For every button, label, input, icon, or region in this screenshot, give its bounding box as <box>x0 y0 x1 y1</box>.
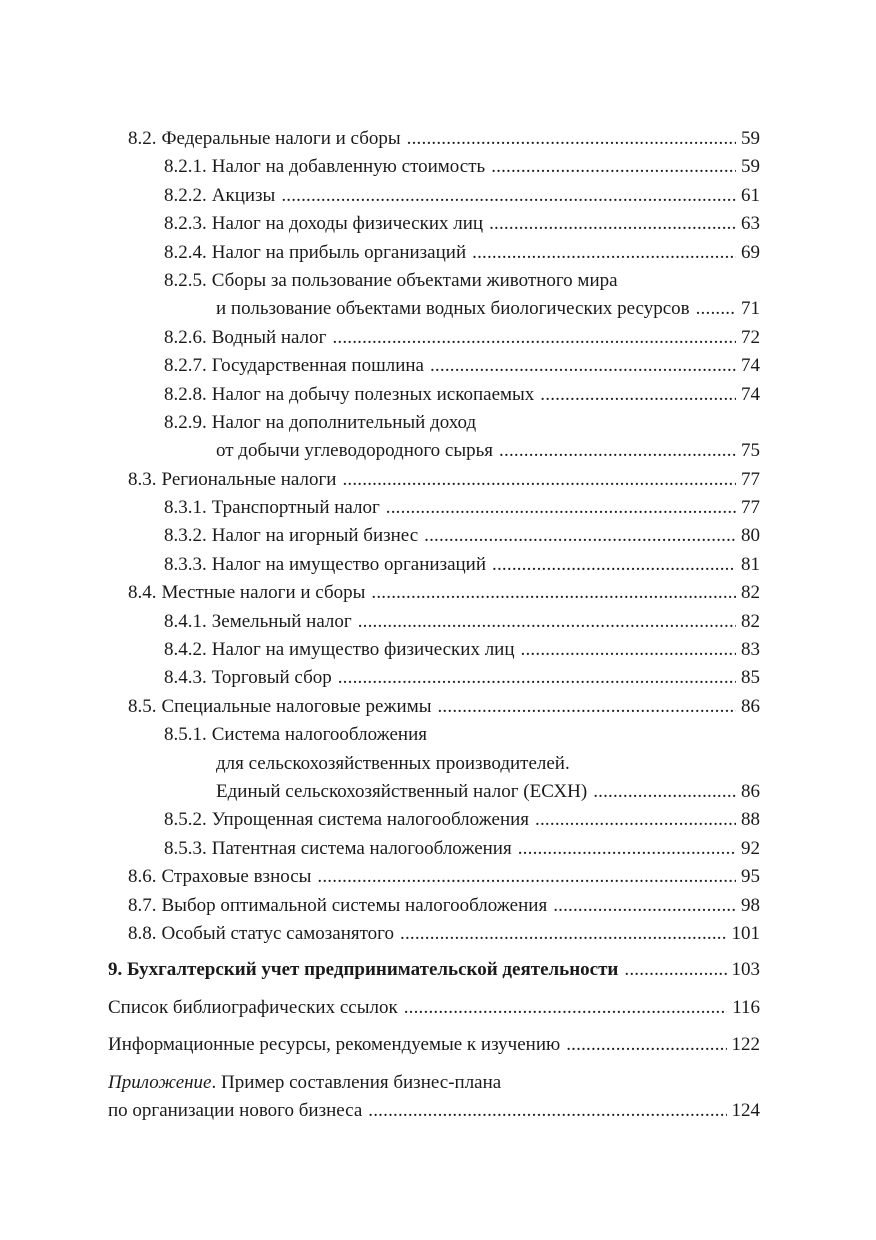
dot-leader <box>535 806 736 834</box>
section-title: Налог на игорный бизнес <box>211 525 419 547</box>
section-number: 8.2.6. <box>164 326 207 348</box>
dot-leader <box>407 125 736 153</box>
section-number: 8.4.1. <box>164 610 207 632</box>
dot-leader <box>472 239 736 267</box>
toc-entry-resources[interactable] <box>108 1031 760 1059</box>
dot-leader <box>371 579 736 607</box>
appendix-title-line-2: по организации нового бизнеса <box>108 1099 363 1121</box>
section-title: Транспортный налог <box>211 497 380 519</box>
toc-entry-8-2[interactable] <box>108 125 760 153</box>
toc-entry-8-4[interactable] <box>108 579 760 607</box>
dot-leader <box>400 920 727 948</box>
toc-entry-8-4-2[interactable] <box>108 636 760 664</box>
dot-leader <box>404 994 728 1022</box>
chapter-title: 9. Бухгалтерский учет предпринимательской деятельности <box>108 959 619 981</box>
toc-entry-8-2-3[interactable] <box>108 210 760 238</box>
page-number: 83 <box>741 639 760 661</box>
section-number: 8.5.2. <box>164 809 207 831</box>
section-number: 8.4. <box>128 582 157 604</box>
toc-entry-8-4-3[interactable] <box>108 664 760 692</box>
section-title: Региональные налоги <box>161 468 337 490</box>
page-number: 61 <box>741 184 760 206</box>
page-number: 59 <box>741 156 760 178</box>
toc-entry-appendix[interactable] <box>108 1069 760 1126</box>
page-number: 86 <box>741 780 760 802</box>
dot-leader <box>430 352 736 380</box>
page-number: 101 <box>731 922 760 944</box>
dot-leader <box>566 1031 726 1059</box>
dot-leader <box>358 608 736 636</box>
dot-leader <box>593 778 736 806</box>
toc-entry-8-6[interactable] <box>108 863 760 891</box>
page-number: 81 <box>741 553 760 575</box>
page-number: 95 <box>741 866 760 888</box>
section-number: 8.2. <box>128 128 157 149</box>
section-title: Налог на доходы физических лиц <box>211 213 484 235</box>
section-title: Информационные ресурсы, рекомендуемые к изучению <box>108 1034 561 1056</box>
section-title: Государственная пошлина <box>211 355 424 377</box>
section-title: Федеральные налоги и сборы <box>161 128 401 149</box>
page-number: 71 <box>741 298 760 320</box>
toc-entry-8-2-5[interactable] <box>108 267 760 324</box>
section-number: 8.3. <box>128 468 157 490</box>
section-title-line-3: Единый сельскохозяйственный налог (ЕСХН) <box>216 780 588 802</box>
toc-entry-8-4-1[interactable] <box>108 608 760 636</box>
appendix-title-line-1: . Пример составления бизнес-плана <box>211 1071 502 1093</box>
section-number: 8.4.2. <box>164 639 207 661</box>
dot-leader <box>624 956 726 984</box>
section-number: 8.2.7. <box>164 355 207 377</box>
toc-entry-8-5-3[interactable] <box>108 835 760 863</box>
page-number: 75 <box>741 440 760 462</box>
toc-entry-8-7[interactable] <box>108 892 760 920</box>
dot-leader <box>437 693 736 721</box>
toc-entry-8-2-7[interactable] <box>108 352 760 380</box>
section-title-line-2: от добычи углеводородного сырья <box>216 440 494 462</box>
section-number: 8.2.5. <box>164 269 207 291</box>
section-title: Патентная система налогообложения <box>211 837 512 859</box>
section-title: Земельный налог <box>211 610 352 632</box>
section-number: 8.3.1. <box>164 497 207 519</box>
page-number: 88 <box>741 809 760 831</box>
section-number: 8.5.3. <box>164 837 207 859</box>
section-title: Налог на добычу полезных ископаемых <box>211 383 535 405</box>
dot-leader <box>281 182 736 210</box>
page-number: 82 <box>741 610 760 632</box>
dot-leader <box>317 863 736 891</box>
section-title: Выбор оптимальной системы налогообложения <box>161 894 548 916</box>
toc-entry-8-2-9[interactable] <box>108 409 760 466</box>
section-title-line-1: Система налогообложения <box>211 724 427 746</box>
page-number: 74 <box>741 355 760 377</box>
page-number: 124 <box>731 1099 760 1121</box>
dot-leader <box>518 835 736 863</box>
toc-entry-8-2-2[interactable] <box>108 182 760 210</box>
section-title: Налог на добавленную стоимость <box>211 156 486 178</box>
page-number: 122 <box>731 1034 760 1056</box>
section-number: 8.7. <box>128 894 157 916</box>
section-number: 8.2.9. <box>164 411 207 433</box>
dot-leader <box>386 494 736 522</box>
toc-entry-8-3-1[interactable] <box>108 494 760 522</box>
section-title: Упрощенная система налогообложения <box>211 809 530 831</box>
page-number: 98 <box>741 894 760 916</box>
section-title: Налог на имущество физических лиц <box>211 639 515 661</box>
page-number: 77 <box>741 497 760 519</box>
page-number: 74 <box>741 383 760 405</box>
dot-leader <box>424 522 736 550</box>
page-number: 63 <box>741 213 760 235</box>
toc-entry-8-8[interactable] <box>108 920 760 948</box>
section-title: Специальные налоговые режимы <box>161 695 432 717</box>
page-number: 86 <box>741 695 760 717</box>
dot-leader <box>332 324 736 352</box>
toc-entry-8-2-6[interactable] <box>108 324 760 352</box>
section-title-line-2: для сельскохозяйственных производителей. <box>216 752 570 774</box>
toc-entry-8-5-1[interactable] <box>108 721 760 806</box>
section-number: 8.2.3. <box>164 213 207 235</box>
section-number: 8.2.8. <box>164 383 207 405</box>
section-title-line-1: Налог на дополнительный доход <box>211 411 477 433</box>
toc-entry-8-2-8[interactable] <box>108 381 760 409</box>
section-title: Особый статус самозанятого <box>161 922 394 944</box>
dot-leader <box>342 466 736 494</box>
page-number: 103 <box>731 959 760 981</box>
section-title: Торговый сбор <box>211 667 332 689</box>
section-title: Водный налог <box>211 326 327 348</box>
appendix-label: Приложение <box>108 1071 212 1093</box>
toc-entry-8-3-2[interactable] <box>108 522 760 550</box>
dot-leader <box>338 664 736 692</box>
toc-entry-8-3-3[interactable] <box>108 551 760 579</box>
section-number: 8.2.4. <box>164 241 207 263</box>
toc-entry-8-2-4[interactable] <box>108 239 760 267</box>
dot-leader <box>489 210 736 238</box>
dot-leader <box>553 892 736 920</box>
toc-entry-8-3[interactable] <box>108 466 760 494</box>
table-of-contents <box>108 125 760 1125</box>
section-number: 8.4.3. <box>164 667 207 689</box>
page-number: 69 <box>741 241 760 263</box>
page-number: 59 <box>741 128 760 149</box>
section-number: 8.3.3. <box>164 553 207 575</box>
dot-leader <box>521 636 736 664</box>
toc-entry-references[interactable] <box>108 994 760 1022</box>
toc-entry-8-5-2[interactable] <box>108 806 760 834</box>
page-number: 72 <box>741 326 760 348</box>
section-title: Акцизы <box>211 184 276 206</box>
page-number: 77 <box>741 468 760 490</box>
section-number: 8.5. <box>128 695 157 717</box>
section-number: 8.8. <box>128 922 157 944</box>
section-title: Список библиографических ссылок <box>108 996 398 1018</box>
section-title: Налог на имущество организаций <box>211 553 487 575</box>
section-title: Страховые взносы <box>161 866 312 888</box>
dot-leader <box>696 295 736 323</box>
toc-entry-8-5[interactable] <box>108 693 760 721</box>
dot-leader <box>492 551 736 579</box>
toc-entry-8-2-1[interactable] <box>108 153 760 181</box>
section-title: Налог на прибыль организаций <box>211 241 467 263</box>
section-number: 8.3.2. <box>164 525 207 547</box>
section-number: 8.5.1. <box>164 724 207 746</box>
dot-leader <box>368 1097 726 1125</box>
page-number: 116 <box>732 996 760 1018</box>
page-number: 92 <box>741 837 760 859</box>
section-number: 8.2.1. <box>164 156 207 178</box>
toc-entry-chapter-9[interactable] <box>108 956 760 984</box>
section-number: 8.2.2. <box>164 184 207 206</box>
section-title-line-1: Сборы за пользование объектами животного мира <box>211 269 618 291</box>
section-number: 8.6. <box>128 866 157 888</box>
section-title-line-2: и пользование объектами водных биологических ресурсов <box>216 298 690 320</box>
dot-leader <box>499 437 736 465</box>
dot-leader <box>540 381 736 409</box>
dot-leader <box>491 153 736 181</box>
page-number: 85 <box>741 667 760 689</box>
page-number: 82 <box>741 582 760 604</box>
page-number: 80 <box>741 525 760 547</box>
section-title: Местные налоги и сборы <box>161 582 366 604</box>
